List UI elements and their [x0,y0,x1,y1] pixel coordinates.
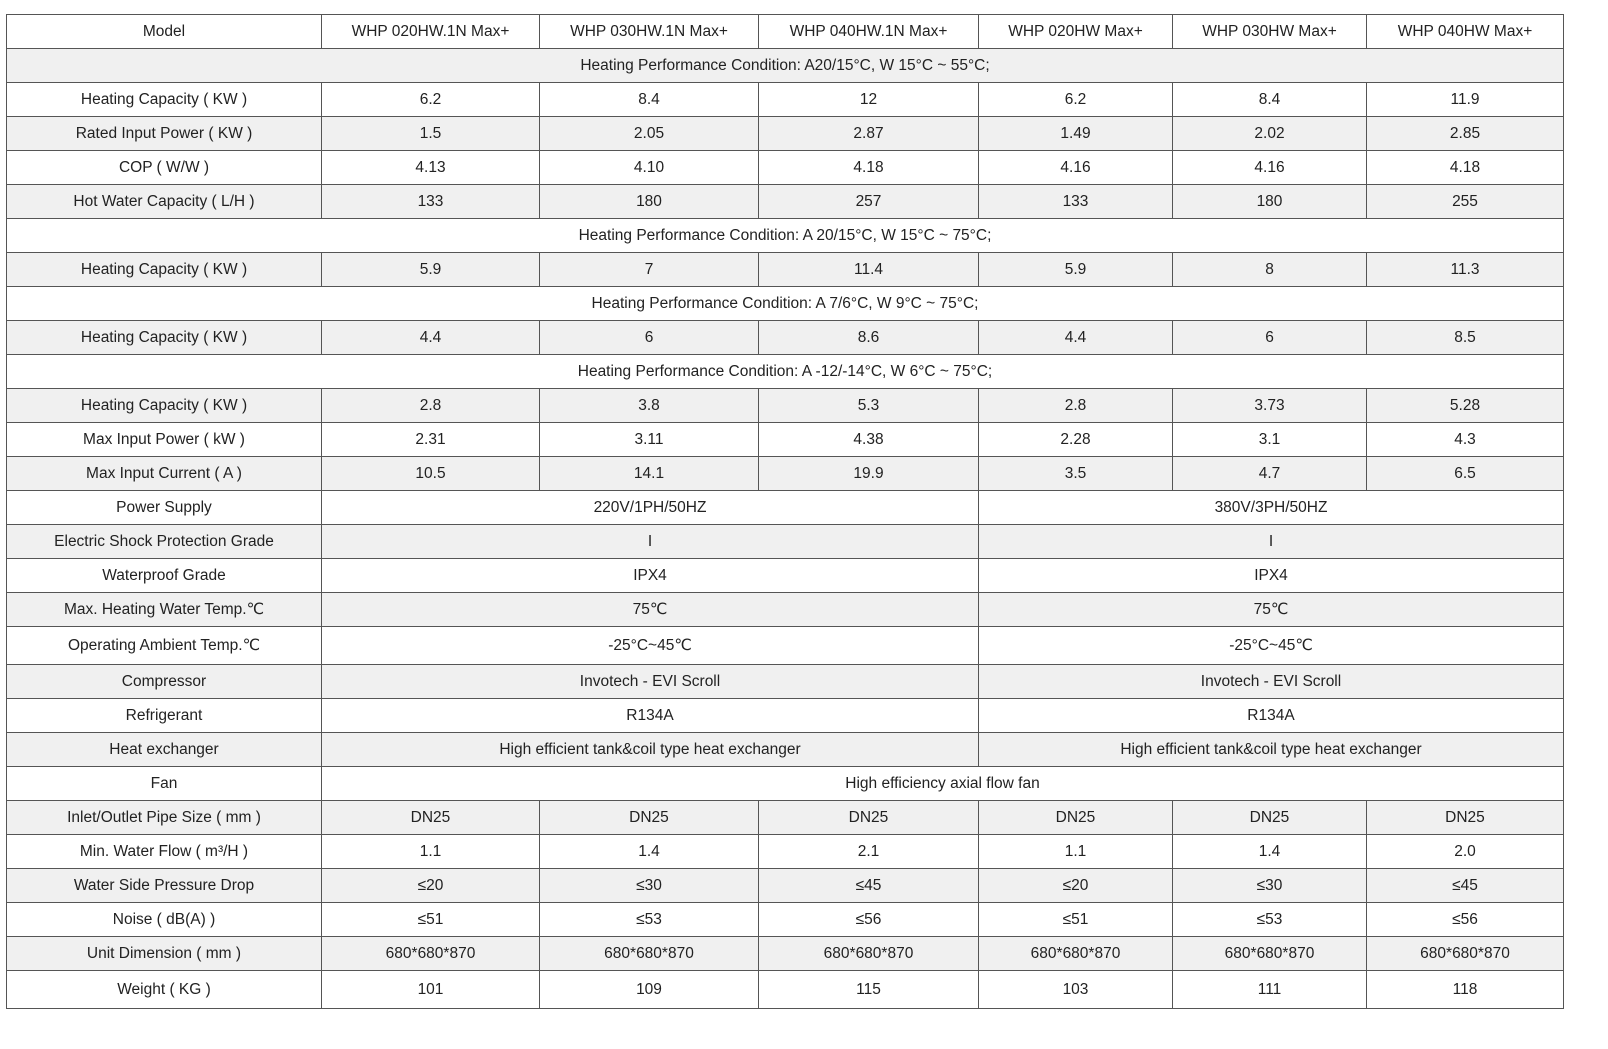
table-row [7,937,1564,971]
table-cell: ≤51 [979,903,1173,937]
table-cell: 7 [540,253,759,287]
table-cell: ≤30 [1173,869,1367,903]
table-cell: ≤45 [1367,869,1564,903]
table-cell: 2.05 [540,117,759,151]
table-cell: 8.6 [759,321,979,355]
row-label: Rated Input Power ( KW ) [7,117,322,151]
table-cell: 133 [322,185,540,219]
single-phase-value: High efficient tank&coil type heat exchanger [322,733,979,767]
table-row [7,525,1564,559]
table-cell: 4.16 [979,151,1173,185]
single-phase-value: -25°C~45℃ [322,627,979,665]
table-cell: 680*680*870 [1367,937,1564,971]
table-cell: 1.5 [322,117,540,151]
row-label: Water Side Pressure Drop [7,869,322,903]
table-cell: 3.73 [1173,389,1367,423]
table-cell: ≤45 [759,869,979,903]
single-phase-value: Invotech - EVI Scroll [322,665,979,699]
section-condition: Heating Performance Condition: A 20/15°C, W 15°C ~ 75°C; [7,219,1564,253]
table-cell: 8.4 [540,83,759,117]
table-cell: 257 [759,185,979,219]
table-row [7,699,1564,733]
header-model-5: WHP 030HW Max+ [1173,15,1367,49]
section-condition: Heating Performance Condition: A 7/6°C, W 9°C ~ 75°C; [7,287,1564,321]
three-phase-value: I [979,525,1564,559]
table-row [7,869,1564,903]
table-row [7,733,1564,767]
table-cell: 4.10 [540,151,759,185]
table-cell: 1.1 [322,835,540,869]
table-cell: 680*680*870 [759,937,979,971]
table-cell: 8 [1173,253,1367,287]
table-cell: 4.18 [759,151,979,185]
table-row [7,253,1564,287]
table-cell: 6 [1173,321,1367,355]
table-cell: DN25 [979,801,1173,835]
three-phase-value: High efficient tank&coil type heat exchanger [979,733,1564,767]
table-row [7,903,1564,937]
row-label: Compressor [7,665,322,699]
section-condition: Heating Performance Condition: A20/15°C, W 15°C ~ 55°C; [7,49,1564,83]
single-phase-value: I [322,525,979,559]
table-cell: ≤56 [759,903,979,937]
table-cell: 103 [979,971,1173,1009]
row-label: Heat exchanger [7,733,322,767]
table-row [7,321,1564,355]
table-cell: 680*680*870 [540,937,759,971]
table-cell: DN25 [1367,801,1564,835]
row-label: Min. Water Flow ( m³/H ) [7,835,322,869]
three-phase-value: R134A [979,699,1564,733]
header-model-label: Model [7,15,322,49]
table-cell: 2.31 [322,423,540,457]
row-label: Heating Capacity ( KW ) [7,83,322,117]
single-phase-value: R134A [322,699,979,733]
table-cell: 2.8 [322,389,540,423]
table-cell: 4.7 [1173,457,1367,491]
section-header-row [7,355,1564,389]
table-cell: 2.0 [1367,835,1564,869]
table-cell: 3.5 [979,457,1173,491]
table-cell: 5.3 [759,389,979,423]
row-label: Max. Heating Water Temp.℃ [7,593,322,627]
table-cell: 4.4 [322,321,540,355]
row-label: Refrigerant [7,699,322,733]
table-cell: 3.1 [1173,423,1367,457]
table-row [7,801,1564,835]
table-cell: 10.5 [322,457,540,491]
table-cell: 1.1 [979,835,1173,869]
table-cell: 101 [322,971,540,1009]
table-cell: 109 [540,971,759,1009]
row-label: Heating Capacity ( KW ) [7,321,322,355]
table-row [7,971,1564,1009]
table-cell: 11.4 [759,253,979,287]
table-row [7,627,1564,665]
table-cell: 14.1 [540,457,759,491]
table-cell: 1.4 [1173,835,1367,869]
table-cell: 111 [1173,971,1367,1009]
table-cell: 1.4 [540,835,759,869]
table-cell: 4.3 [1367,423,1564,457]
table-cell: DN25 [540,801,759,835]
header-model-1: WHP 020HW.1N Max+ [322,15,540,49]
single-phase-value: 220V/1PH/50HZ [322,491,979,525]
table-cell: 255 [1367,185,1564,219]
three-phase-value: 380V/3PH/50HZ [979,491,1564,525]
table-cell: 3.8 [540,389,759,423]
table-cell: 5.28 [1367,389,1564,423]
table-row [7,559,1564,593]
three-phase-value: Invotech - EVI Scroll [979,665,1564,699]
row-label: COP ( W/W ) [7,151,322,185]
row-label: Max Input Power ( kW ) [7,423,322,457]
table-cell: 680*680*870 [1173,937,1367,971]
table-row [7,835,1564,869]
row-label: Max Input Current ( A ) [7,457,322,491]
table-row [7,491,1564,525]
header-model-2: WHP 030HW.1N Max+ [540,15,759,49]
row-label: Noise ( dB(A) ) [7,903,322,937]
table-cell: ≤30 [540,869,759,903]
row-label: Operating Ambient Temp.℃ [7,627,322,665]
table-cell: 12 [759,83,979,117]
shared-value: High efficiency axial flow fan [322,767,1564,801]
row-label: Inlet/Outlet Pipe Size ( mm ) [7,801,322,835]
table-cell: 180 [1173,185,1367,219]
row-label: Power Supply [7,491,322,525]
table-cell: 5.9 [979,253,1173,287]
table-cell: ≤53 [540,903,759,937]
table-row [7,457,1564,491]
table-cell: ≤20 [322,869,540,903]
table-cell: ≤51 [322,903,540,937]
row-label: Fan [7,767,322,801]
table-cell: 4.38 [759,423,979,457]
row-label: Hot Water Capacity ( L/H ) [7,185,322,219]
table-cell: 8.4 [1173,83,1367,117]
table-cell: 2.02 [1173,117,1367,151]
table-cell: 180 [540,185,759,219]
table-cell: 2.87 [759,117,979,151]
table-row [7,389,1564,423]
table-cell: DN25 [759,801,979,835]
spec-table [6,14,1564,1009]
table-cell: 2.28 [979,423,1173,457]
table-cell: DN25 [1173,801,1367,835]
table-cell: ≤20 [979,869,1173,903]
table-cell: 2.8 [979,389,1173,423]
table-row [7,117,1564,151]
table-row [7,423,1564,457]
section-header-row [7,49,1564,83]
row-label: Heating Capacity ( KW ) [7,389,322,423]
table-cell: 19.9 [759,457,979,491]
table-cell: 680*680*870 [979,937,1173,971]
table-cell: 6.5 [1367,457,1564,491]
table-cell: 5.9 [322,253,540,287]
three-phase-value: IPX4 [979,559,1564,593]
table-row [7,151,1564,185]
table-cell: 11.3 [1367,253,1564,287]
header-model-3: WHP 040HW.1N Max+ [759,15,979,49]
table-cell: DN25 [322,801,540,835]
header-model-4: WHP 020HW Max+ [979,15,1173,49]
row-label: Unit Dimension ( mm ) [7,937,322,971]
table-header-row [7,15,1564,49]
table-cell: 115 [759,971,979,1009]
table-cell: ≤56 [1367,903,1564,937]
table-row [7,665,1564,699]
table-cell: 4.13 [322,151,540,185]
row-label: Heating Capacity ( KW ) [7,253,322,287]
table-row [7,185,1564,219]
table-cell: 8.5 [1367,321,1564,355]
table-row [7,767,1564,801]
table-cell: 4.16 [1173,151,1367,185]
spec-table-body [7,15,1564,1009]
table-cell: 2.85 [1367,117,1564,151]
three-phase-value: 75℃ [979,593,1564,627]
section-header-row [7,287,1564,321]
section-condition: Heating Performance Condition: A -12/-14°C, W 6°C ~ 75°C; [7,355,1564,389]
table-cell: 1.49 [979,117,1173,151]
three-phase-value: -25°C~45℃ [979,627,1564,665]
header-model-6: WHP 040HW Max+ [1367,15,1564,49]
table-cell: 4.4 [979,321,1173,355]
row-label: Weight ( KG ) [7,971,322,1009]
table-row [7,83,1564,117]
table-cell: 2.1 [759,835,979,869]
table-cell: ≤53 [1173,903,1367,937]
single-phase-value: 75℃ [322,593,979,627]
table-cell: 6.2 [322,83,540,117]
table-cell: 118 [1367,971,1564,1009]
single-phase-value: IPX4 [322,559,979,593]
table-cell: 11.9 [1367,83,1564,117]
table-cell: 6 [540,321,759,355]
section-header-row [7,219,1564,253]
table-cell: 4.18 [1367,151,1564,185]
table-row [7,593,1564,627]
table-cell: 680*680*870 [322,937,540,971]
row-label: Waterproof Grade [7,559,322,593]
table-cell: 133 [979,185,1173,219]
row-label: Electric Shock Protection Grade [7,525,322,559]
table-cell: 6.2 [979,83,1173,117]
table-cell: 3.11 [540,423,759,457]
